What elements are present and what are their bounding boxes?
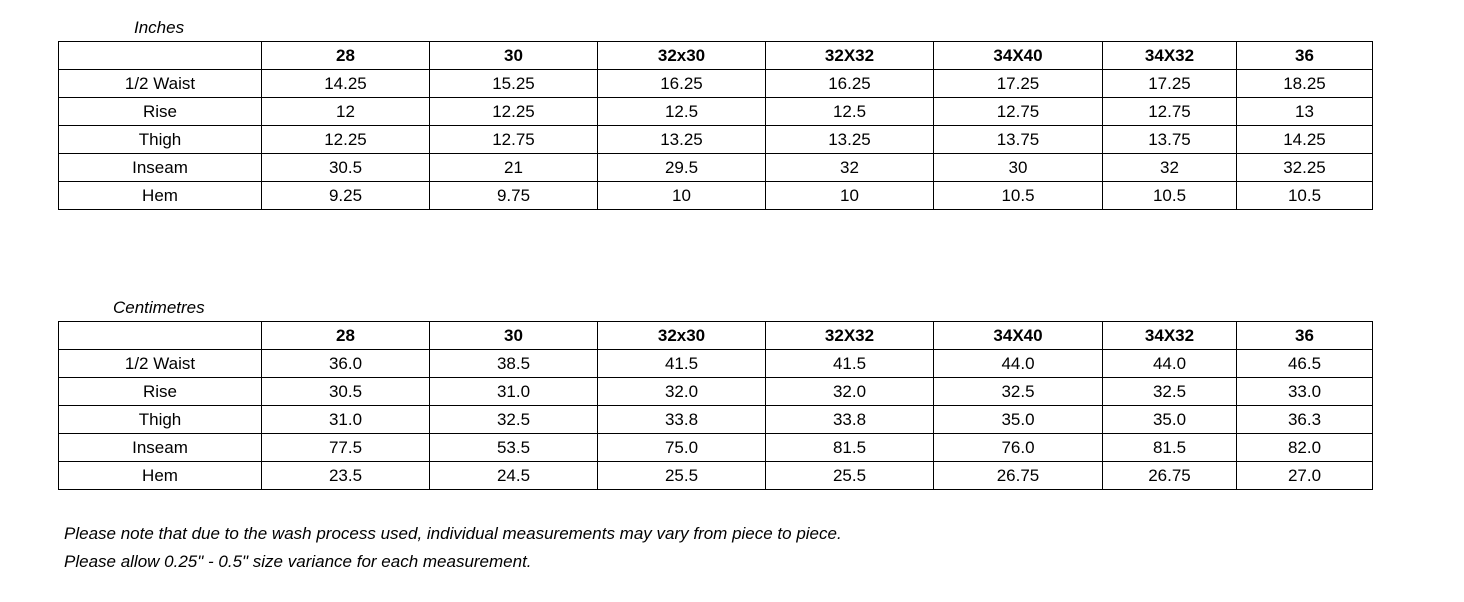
measurement-value: 10.5 bbox=[1103, 182, 1237, 210]
measurement-value: 13.75 bbox=[934, 126, 1103, 154]
table-row bbox=[59, 350, 1373, 378]
inches-size-table bbox=[58, 41, 1373, 210]
measurement-value: 31.0 bbox=[430, 378, 598, 406]
size-header: 28 bbox=[262, 322, 430, 350]
measurement-value: 17.25 bbox=[1103, 70, 1237, 98]
centimetres-size-table bbox=[58, 321, 1373, 490]
size-header: 32x30 bbox=[598, 322, 766, 350]
measurement-value: 12.5 bbox=[766, 98, 934, 126]
measurement-value: 33.8 bbox=[598, 406, 766, 434]
measurement-value: 12 bbox=[262, 98, 430, 126]
measurement-value: 81.5 bbox=[766, 434, 934, 462]
measurement-label: Thigh bbox=[59, 406, 262, 434]
measurement-value: 9.75 bbox=[430, 182, 598, 210]
measurement-label: Inseam bbox=[59, 434, 262, 462]
measurement-value: 36.3 bbox=[1237, 406, 1373, 434]
measurement-value: 12.75 bbox=[934, 98, 1103, 126]
measurement-value: 27.0 bbox=[1237, 462, 1373, 490]
measurement-label: Hem bbox=[59, 182, 262, 210]
measurement-label: 1/2 Waist bbox=[59, 70, 262, 98]
measurement-value: 32.5 bbox=[934, 378, 1103, 406]
measurement-value: 44.0 bbox=[934, 350, 1103, 378]
measurement-value: 17.25 bbox=[934, 70, 1103, 98]
measurement-value: 21 bbox=[430, 154, 598, 182]
measurement-value: 30.5 bbox=[262, 378, 430, 406]
measurement-value: 9.25 bbox=[262, 182, 430, 210]
measurement-value: 12.75 bbox=[1103, 98, 1237, 126]
table-row bbox=[59, 126, 1373, 154]
table-row bbox=[59, 434, 1373, 462]
measurement-value: 76.0 bbox=[934, 434, 1103, 462]
size-header: 36 bbox=[1237, 42, 1373, 70]
table-row bbox=[59, 378, 1373, 406]
size-header: 30 bbox=[430, 42, 598, 70]
table-row bbox=[59, 406, 1373, 434]
measurement-value: 32.0 bbox=[598, 378, 766, 406]
header-corner-cell bbox=[59, 42, 262, 70]
measurement-value: 35.0 bbox=[934, 406, 1103, 434]
measurement-value: 25.5 bbox=[598, 462, 766, 490]
measurement-label: Inseam bbox=[59, 154, 262, 182]
measurement-value: 81.5 bbox=[1103, 434, 1237, 462]
measurement-value: 44.0 bbox=[1103, 350, 1237, 378]
size-header: 32X32 bbox=[766, 42, 934, 70]
measurement-value: 13.75 bbox=[1103, 126, 1237, 154]
note-size-variance: Please allow 0.25" - 0.5" size variance for each measurement. bbox=[64, 552, 532, 571]
measurement-value: 75.0 bbox=[598, 434, 766, 462]
measurement-label: Hem bbox=[59, 462, 262, 490]
size-header: 36 bbox=[1237, 322, 1373, 350]
size-header: 34X32 bbox=[1103, 42, 1237, 70]
measurement-value: 10.5 bbox=[934, 182, 1103, 210]
measurement-value: 29.5 bbox=[598, 154, 766, 182]
measurement-notes bbox=[64, 520, 842, 576]
table-header-row bbox=[59, 42, 1373, 70]
measurement-value: 16.25 bbox=[766, 70, 934, 98]
measurement-value: 32.5 bbox=[430, 406, 598, 434]
measurement-value: 41.5 bbox=[766, 350, 934, 378]
measurement-value: 30.5 bbox=[262, 154, 430, 182]
measurement-value: 12.25 bbox=[430, 98, 598, 126]
measurement-value: 53.5 bbox=[430, 434, 598, 462]
size-header: 30 bbox=[430, 322, 598, 350]
measurement-value: 32 bbox=[766, 154, 934, 182]
size-header: 34X40 bbox=[934, 322, 1103, 350]
measurement-label: Thigh bbox=[59, 126, 262, 154]
size-header: 28 bbox=[262, 42, 430, 70]
size-header: 32X32 bbox=[766, 322, 934, 350]
measurement-value: 10.5 bbox=[1237, 182, 1373, 210]
measurement-value: 12.5 bbox=[598, 98, 766, 126]
measurement-label: Rise bbox=[59, 98, 262, 126]
header-corner-cell bbox=[59, 322, 262, 350]
measurement-value: 18.25 bbox=[1237, 70, 1373, 98]
measurement-value: 14.25 bbox=[1237, 126, 1373, 154]
measurement-value: 13.25 bbox=[598, 126, 766, 154]
measurement-value: 35.0 bbox=[1103, 406, 1237, 434]
measurement-value: 32 bbox=[1103, 154, 1237, 182]
measurement-value: 10 bbox=[598, 182, 766, 210]
measurement-value: 82.0 bbox=[1237, 434, 1373, 462]
table-header-row bbox=[59, 322, 1373, 350]
measurement-value: 36.0 bbox=[262, 350, 430, 378]
measurement-value: 14.25 bbox=[262, 70, 430, 98]
inches-section-title: Inches bbox=[134, 18, 185, 37]
measurement-value: 23.5 bbox=[262, 462, 430, 490]
measurement-value: 41.5 bbox=[598, 350, 766, 378]
measurement-value: 33.8 bbox=[766, 406, 934, 434]
measurement-value: 33.0 bbox=[1237, 378, 1373, 406]
measurement-value: 26.75 bbox=[934, 462, 1103, 490]
size-header: 34X32 bbox=[1103, 322, 1237, 350]
measurement-value: 32.5 bbox=[1103, 378, 1237, 406]
measurement-value: 77.5 bbox=[262, 434, 430, 462]
measurement-value: 30 bbox=[934, 154, 1103, 182]
measurement-value: 38.5 bbox=[430, 350, 598, 378]
measurement-value: 13.25 bbox=[766, 126, 934, 154]
size-header: 32x30 bbox=[598, 42, 766, 70]
measurement-value: 12.25 bbox=[262, 126, 430, 154]
table-row bbox=[59, 182, 1373, 210]
size-header: 34X40 bbox=[934, 42, 1103, 70]
centimetres-section-title: Centimetres bbox=[113, 298, 205, 317]
measurement-label: 1/2 Waist bbox=[59, 350, 262, 378]
measurement-value: 15.25 bbox=[430, 70, 598, 98]
measurement-value: 10 bbox=[766, 182, 934, 210]
note-wash-process: Please note that due to the wash process used, individual measurements may vary from piece to piece. bbox=[64, 524, 842, 543]
table-row bbox=[59, 462, 1373, 490]
measurement-value: 31.0 bbox=[262, 406, 430, 434]
measurement-value: 12.75 bbox=[430, 126, 598, 154]
measurement-value: 16.25 bbox=[598, 70, 766, 98]
measurement-value: 24.5 bbox=[430, 462, 598, 490]
measurement-value: 26.75 bbox=[1103, 462, 1237, 490]
table-row bbox=[59, 154, 1373, 182]
table-row bbox=[59, 98, 1373, 126]
measurement-value: 32.0 bbox=[766, 378, 934, 406]
measurement-value: 25.5 bbox=[766, 462, 934, 490]
measurement-value: 32.25 bbox=[1237, 154, 1373, 182]
table-row bbox=[59, 70, 1373, 98]
measurement-label: Rise bbox=[59, 378, 262, 406]
measurement-value: 46.5 bbox=[1237, 350, 1373, 378]
measurement-value: 13 bbox=[1237, 98, 1373, 126]
